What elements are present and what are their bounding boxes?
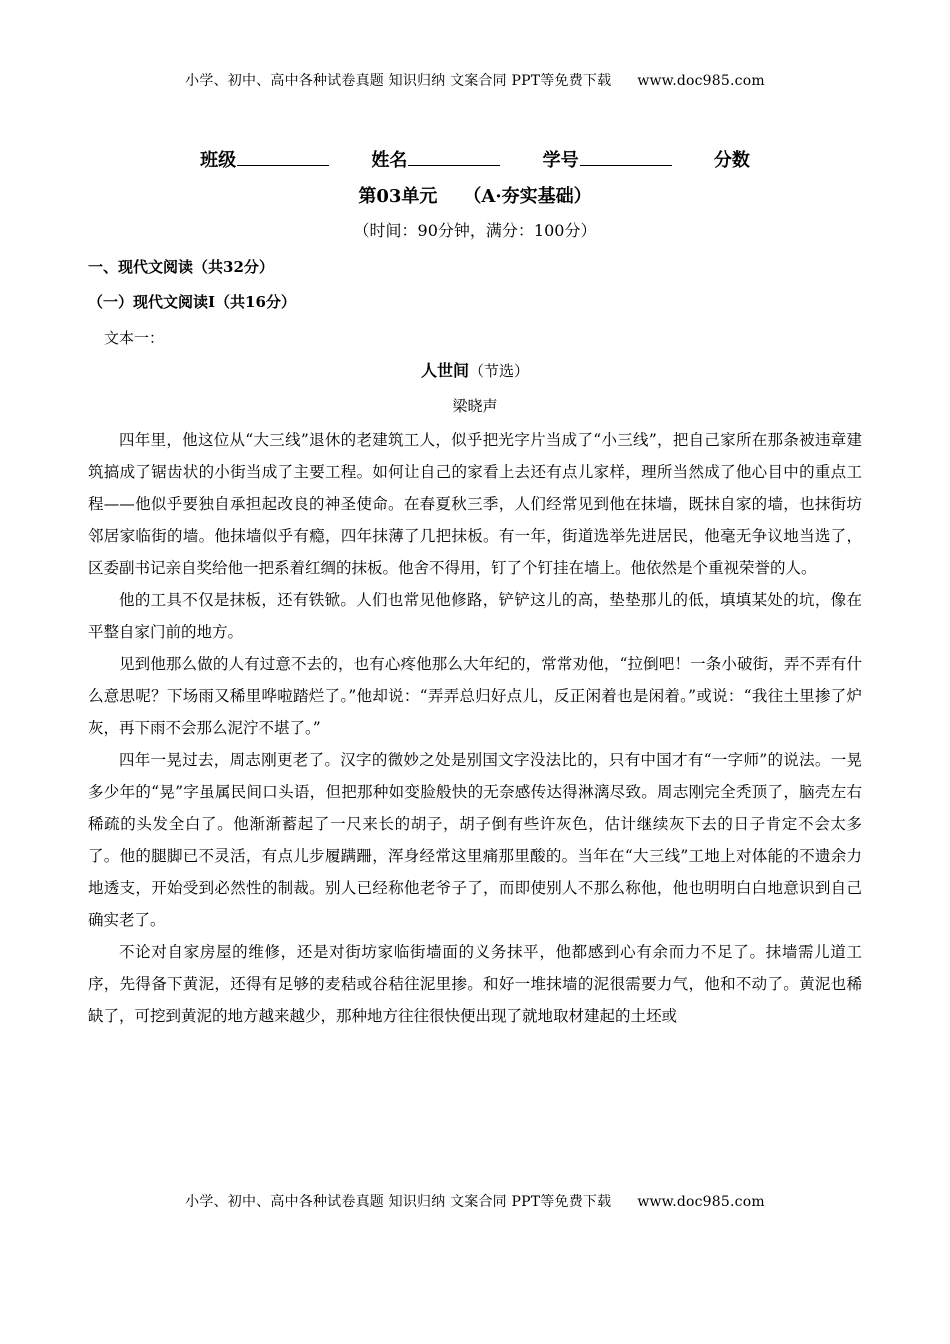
unit-heading xyxy=(0,182,950,208)
name-blank[interactable] xyxy=(408,151,500,166)
footer-site: www.doc985.com xyxy=(637,1194,765,1210)
text-label: 文本一： xyxy=(104,329,165,347)
section-heading-1: 一、现代文阅读（共32分） xyxy=(88,258,274,276)
id-field[interactable] xyxy=(543,150,672,171)
page-footer xyxy=(0,1191,950,1211)
header-text: 小学、初中、高中各种试卷真题 知识归纳 文案合同 PPT等免费下载 xyxy=(185,73,612,89)
unit-subtitle: （A·夯实基础） xyxy=(463,186,592,207)
paragraph: 四年一晃过去，周志刚更老了。汉字的微妙之处是别国文字没法比的，只有中国才有“一字师”的说法。一晃多少年的“晃”字虽属民间口头语，但把那种如变脸般快的无奈感传达得淋漓尽致。周志刚完全秃顶了，脑壳左右稀疏的头发全白了。他渐渐蓄起了一尺来长的胡子，胡子倒有些许灰色，估计继续灰下去的日子肯定不会太多了。他的腿脚已不灵活，有点儿步履蹒跚，浑身经常这里痛那里酸的。当年在“大三线”工地上对体能的不遗余力地透支，开始受到必然性的制裁。别人已经称他老爷子了，而即使别人不那么称他，他也明明白白地意识到自己确实老了。 xyxy=(88,751,862,929)
paragraph: 见到他那么做的人有过意不去的，也有心疼他那么大年纪的，常常劝他，“拉倒吧！一条小破街，弄不弄有什么意思呢？下场雨又稀里哗啦踏烂了。”他却说：“弄弄总归好点儿，反正闲着也是闲着。”或说：“我往土里掺了炉灰，再下雨不会那么泥泞不堪了。” xyxy=(88,655,862,737)
unit-title: 第03单元 xyxy=(358,186,438,207)
paragraph: 他的工具不仅是抹板，还有铁锨。人们也常见他修路，铲铲这儿的高，垫垫那儿的低，填填某处的坑，像在平整自家门前的地方。 xyxy=(88,591,862,641)
class-blank[interactable] xyxy=(237,151,329,166)
section-heading-2: （一）现代文阅读Ⅰ（共16分） xyxy=(88,293,296,311)
name-label: 姓名 xyxy=(371,150,408,171)
score-label: 分数 xyxy=(713,150,750,171)
article-title xyxy=(0,358,950,381)
class-field[interactable] xyxy=(200,150,329,171)
article-title-note: （节选） xyxy=(469,362,530,380)
student-info-line xyxy=(0,146,950,172)
name-field[interactable] xyxy=(371,150,500,171)
page-header xyxy=(0,70,950,90)
score-field xyxy=(714,150,750,171)
paragraph: 不论对自家房屋的维修，还是对街坊家临街墙面的义务抹平，他都感到心有余而力不足了。抹墙需儿道工序，先得备下黄泥，还得有足够的麦秸或谷秸往泥里掺。和好一堆抹墙的泥很需要力气，他和不动了。黄泥也稀缺了，可挖到黄泥的地方越来越少，那种地方往往很快便出现了就地取材建起的土坯或 xyxy=(88,943,862,1025)
article-title-text: 人世间 xyxy=(420,361,469,380)
article-author: 梁晓声 xyxy=(452,397,498,415)
footer-text: 小学、初中、高中各种试卷真题 知识归纳 文案合同 PPT等免费下载 xyxy=(185,1194,612,1210)
time-line: （时间：90分钟，满分：100分） xyxy=(353,221,597,240)
paragraph: 四年里，他这位从“大三线”退休的老建筑工人，似乎把光字片当成了“小三线”，把自己家所在那条被违章建筑搞成了锯齿状的小街当成了主要工程。如何让自己的家看上去还有点儿家样，理所当然成了他心目中的重点工程——他似乎要独自承担起改良的神圣使命。在春夏秋三季，人们经常见到他在抹墙，既抹自家的墙，也抹街坊邻居家临街的墙。他抹墙似乎有瘾，四年抹薄了几把抹板。有一年，街道选举先进居民，他毫无争议地当选了，区委副书记亲自奖给他一把系着红绸的抹板。他舍不得用，钉了个钉挂在墙上。他依然是个重视荣誉的人。 xyxy=(88,431,862,577)
class-label: 班级 xyxy=(200,150,237,171)
id-blank[interactable] xyxy=(580,151,672,166)
id-label: 学号 xyxy=(542,150,579,171)
article-body xyxy=(88,424,862,1032)
header-site: www.doc985.com xyxy=(637,73,765,89)
